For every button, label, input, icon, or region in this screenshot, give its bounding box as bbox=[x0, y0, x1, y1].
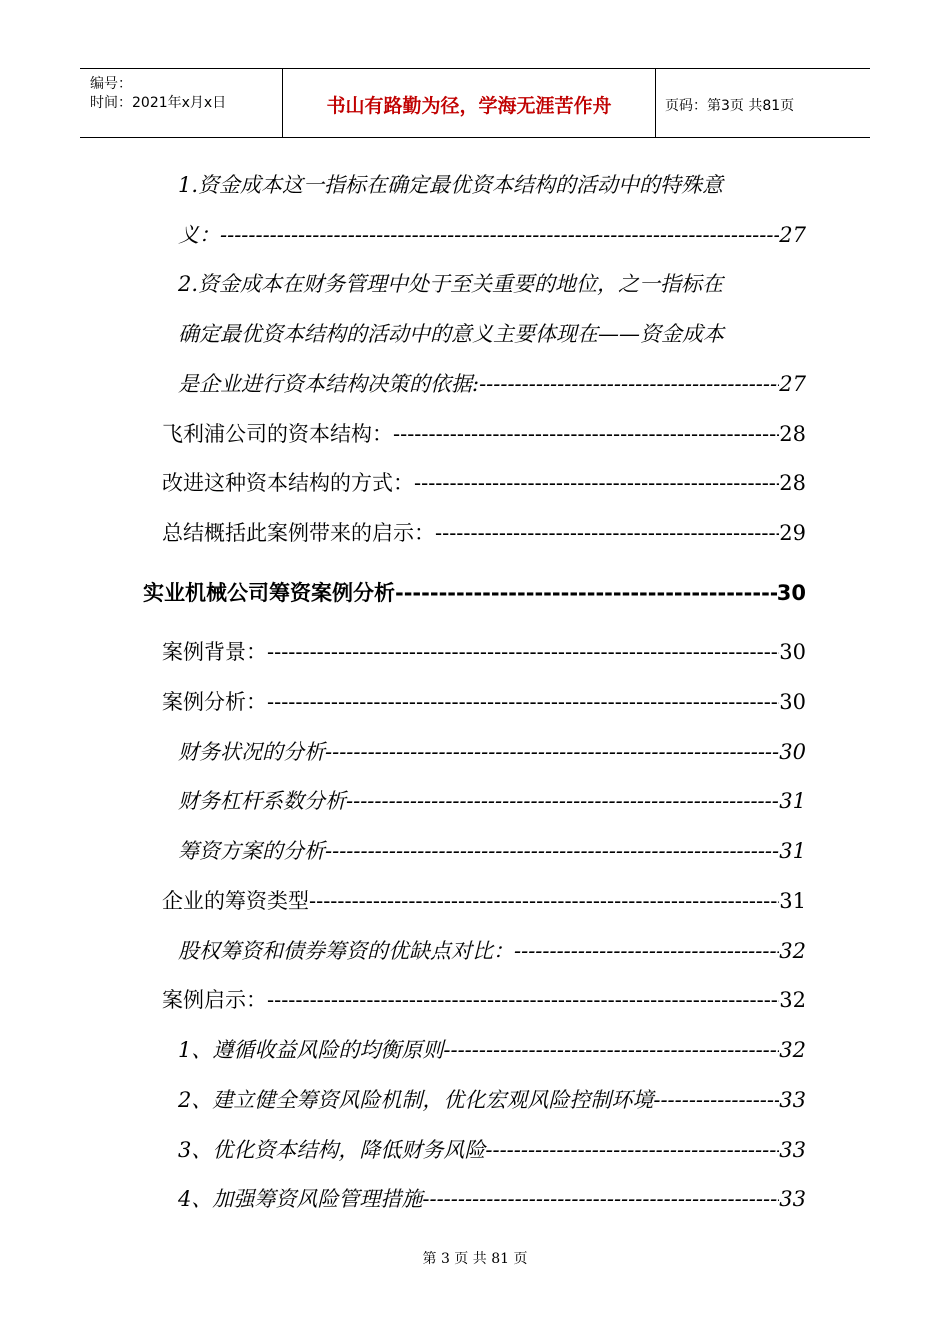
toc-entry-text: 2、建立健全筹资风险机制，优化宏观风险控制环境 bbox=[178, 1088, 654, 1112]
toc-leader bbox=[267, 987, 779, 1013]
toc-entry-text: 飞利浦公司的资本结构： bbox=[162, 422, 393, 446]
number-label: 编号： bbox=[90, 76, 132, 92]
toc-leader bbox=[346, 788, 779, 814]
toc-entry[interactable] bbox=[162, 470, 806, 496]
toc-leader bbox=[443, 1037, 779, 1063]
toc-entry-text: 财务杠杆系数分析 bbox=[178, 789, 346, 813]
toc-entry[interactable] bbox=[178, 222, 806, 248]
toc-entry-text: 2.资金成本在财务管理中处于至关重要的地位，之一指标在 bbox=[178, 272, 724, 296]
toc-leader bbox=[267, 639, 779, 665]
toc-entry[interactable] bbox=[178, 1137, 806, 1163]
toc-entry-page: 33 bbox=[779, 1088, 806, 1112]
toc-entry-page: 31 bbox=[779, 789, 806, 813]
toc-entry[interactable] bbox=[178, 1087, 806, 1113]
toc-leader bbox=[393, 421, 779, 447]
toc-leader bbox=[325, 838, 779, 864]
page-header bbox=[80, 68, 870, 138]
toc-entry[interactable] bbox=[162, 987, 806, 1013]
toc-leader bbox=[485, 1137, 779, 1163]
toc-entry-page: 30 bbox=[779, 690, 806, 714]
toc-entry-text: 筹资方案的分析 bbox=[178, 839, 325, 863]
toc-entry-page: 33 bbox=[779, 1187, 806, 1211]
header-motto: 书山有路勤为径，学海无涯苦作舟 bbox=[326, 95, 612, 117]
toc-leader bbox=[514, 938, 779, 964]
toc-entry-page: 31 bbox=[779, 839, 806, 863]
toc-entry-page: 27 bbox=[779, 372, 806, 396]
toc-entry-text: 财务状况的分析 bbox=[178, 740, 325, 764]
toc-entry[interactable] bbox=[178, 739, 806, 765]
toc-entry-text: 义： bbox=[178, 223, 220, 247]
toc-entry[interactable] bbox=[162, 639, 806, 665]
toc-entry-page: 28 bbox=[779, 471, 806, 495]
toc-leader bbox=[653, 1087, 779, 1113]
toc-entry-text: 实业机械公司筹资案例分析 bbox=[143, 581, 395, 605]
toc-leader bbox=[267, 689, 779, 715]
toc-entry[interactable] bbox=[178, 371, 806, 397]
toc-entry-text: 企业的筹资类型 bbox=[162, 889, 309, 913]
toc-entry-page: 33 bbox=[779, 1138, 806, 1162]
toc-entry-text: 1、遵循收益风险的均衡原则 bbox=[178, 1038, 444, 1062]
toc-entry-text: 确定最优资本结构的活动中的意义主要体现在——资金成本 bbox=[178, 322, 724, 346]
toc-entry[interactable] bbox=[178, 838, 806, 864]
toc-entry-page: 32 bbox=[779, 939, 806, 963]
toc-leader bbox=[479, 371, 779, 397]
toc-leader bbox=[414, 470, 779, 496]
toc-entry-page: 31 bbox=[779, 889, 806, 913]
toc-entry-text: 案例背景： bbox=[162, 640, 267, 664]
toc-entry-text: 案例分析： bbox=[162, 690, 267, 714]
toc-leader bbox=[422, 1186, 779, 1212]
toc-entry[interactable] bbox=[178, 788, 806, 814]
time-label: 时间：2021年x月x日 bbox=[90, 95, 227, 111]
toc-entry-text: 1.资金成本这一指标在确定最优资本结构的活动中的特殊意 bbox=[178, 173, 724, 197]
toc-entry-page: 30 bbox=[779, 640, 806, 664]
toc-entry-page: 32 bbox=[779, 1038, 806, 1062]
toc-entry-page: 30 bbox=[776, 581, 806, 605]
header-right-cell bbox=[655, 69, 870, 137]
toc-entry-page: 32 bbox=[779, 988, 806, 1012]
toc-entry-text: 总结概括此案例带来的启示： bbox=[162, 521, 435, 545]
toc-leader bbox=[395, 580, 777, 606]
toc-entry-text: 股权筹资和债券筹资的优缺点对比： bbox=[178, 939, 514, 963]
toc-entry[interactable] bbox=[162, 689, 806, 715]
toc-leader bbox=[325, 739, 779, 765]
header-page-info: 页码：第3页 共81页 bbox=[665, 98, 795, 114]
toc-entry[interactable] bbox=[178, 938, 806, 964]
toc-entry-page: 30 bbox=[779, 740, 806, 764]
toc-leader bbox=[309, 888, 779, 914]
toc-entry[interactable] bbox=[178, 1186, 806, 1212]
toc-entry-text: 4、加强筹资风险管理措施 bbox=[178, 1187, 423, 1211]
toc-leader bbox=[220, 222, 779, 248]
toc-entry-text: 3、优化资本结构，降低财务风险 bbox=[178, 1138, 486, 1162]
toc-entry[interactable] bbox=[162, 520, 806, 546]
toc-entry-page: 29 bbox=[779, 521, 806, 545]
toc-entry[interactable] bbox=[162, 888, 806, 914]
toc-entry-text: 是企业进行资本结构决策的依据: bbox=[178, 372, 480, 396]
toc-entry-page: 28 bbox=[779, 422, 806, 446]
toc-leader bbox=[435, 520, 779, 546]
toc-entry[interactable] bbox=[178, 1037, 806, 1063]
toc-entry-page: 27 bbox=[779, 223, 806, 247]
toc-entry-text: 改进这种资本结构的方式： bbox=[162, 471, 414, 495]
header-left-cell bbox=[80, 69, 282, 137]
header-motto-cell bbox=[282, 69, 656, 137]
page-footer: 第 3 页 共 81 页 bbox=[422, 1251, 528, 1267]
toc-entry-text: 案例启示： bbox=[162, 988, 267, 1012]
toc-chapter-entry[interactable] bbox=[143, 580, 806, 606]
toc-entry[interactable] bbox=[162, 421, 806, 447]
